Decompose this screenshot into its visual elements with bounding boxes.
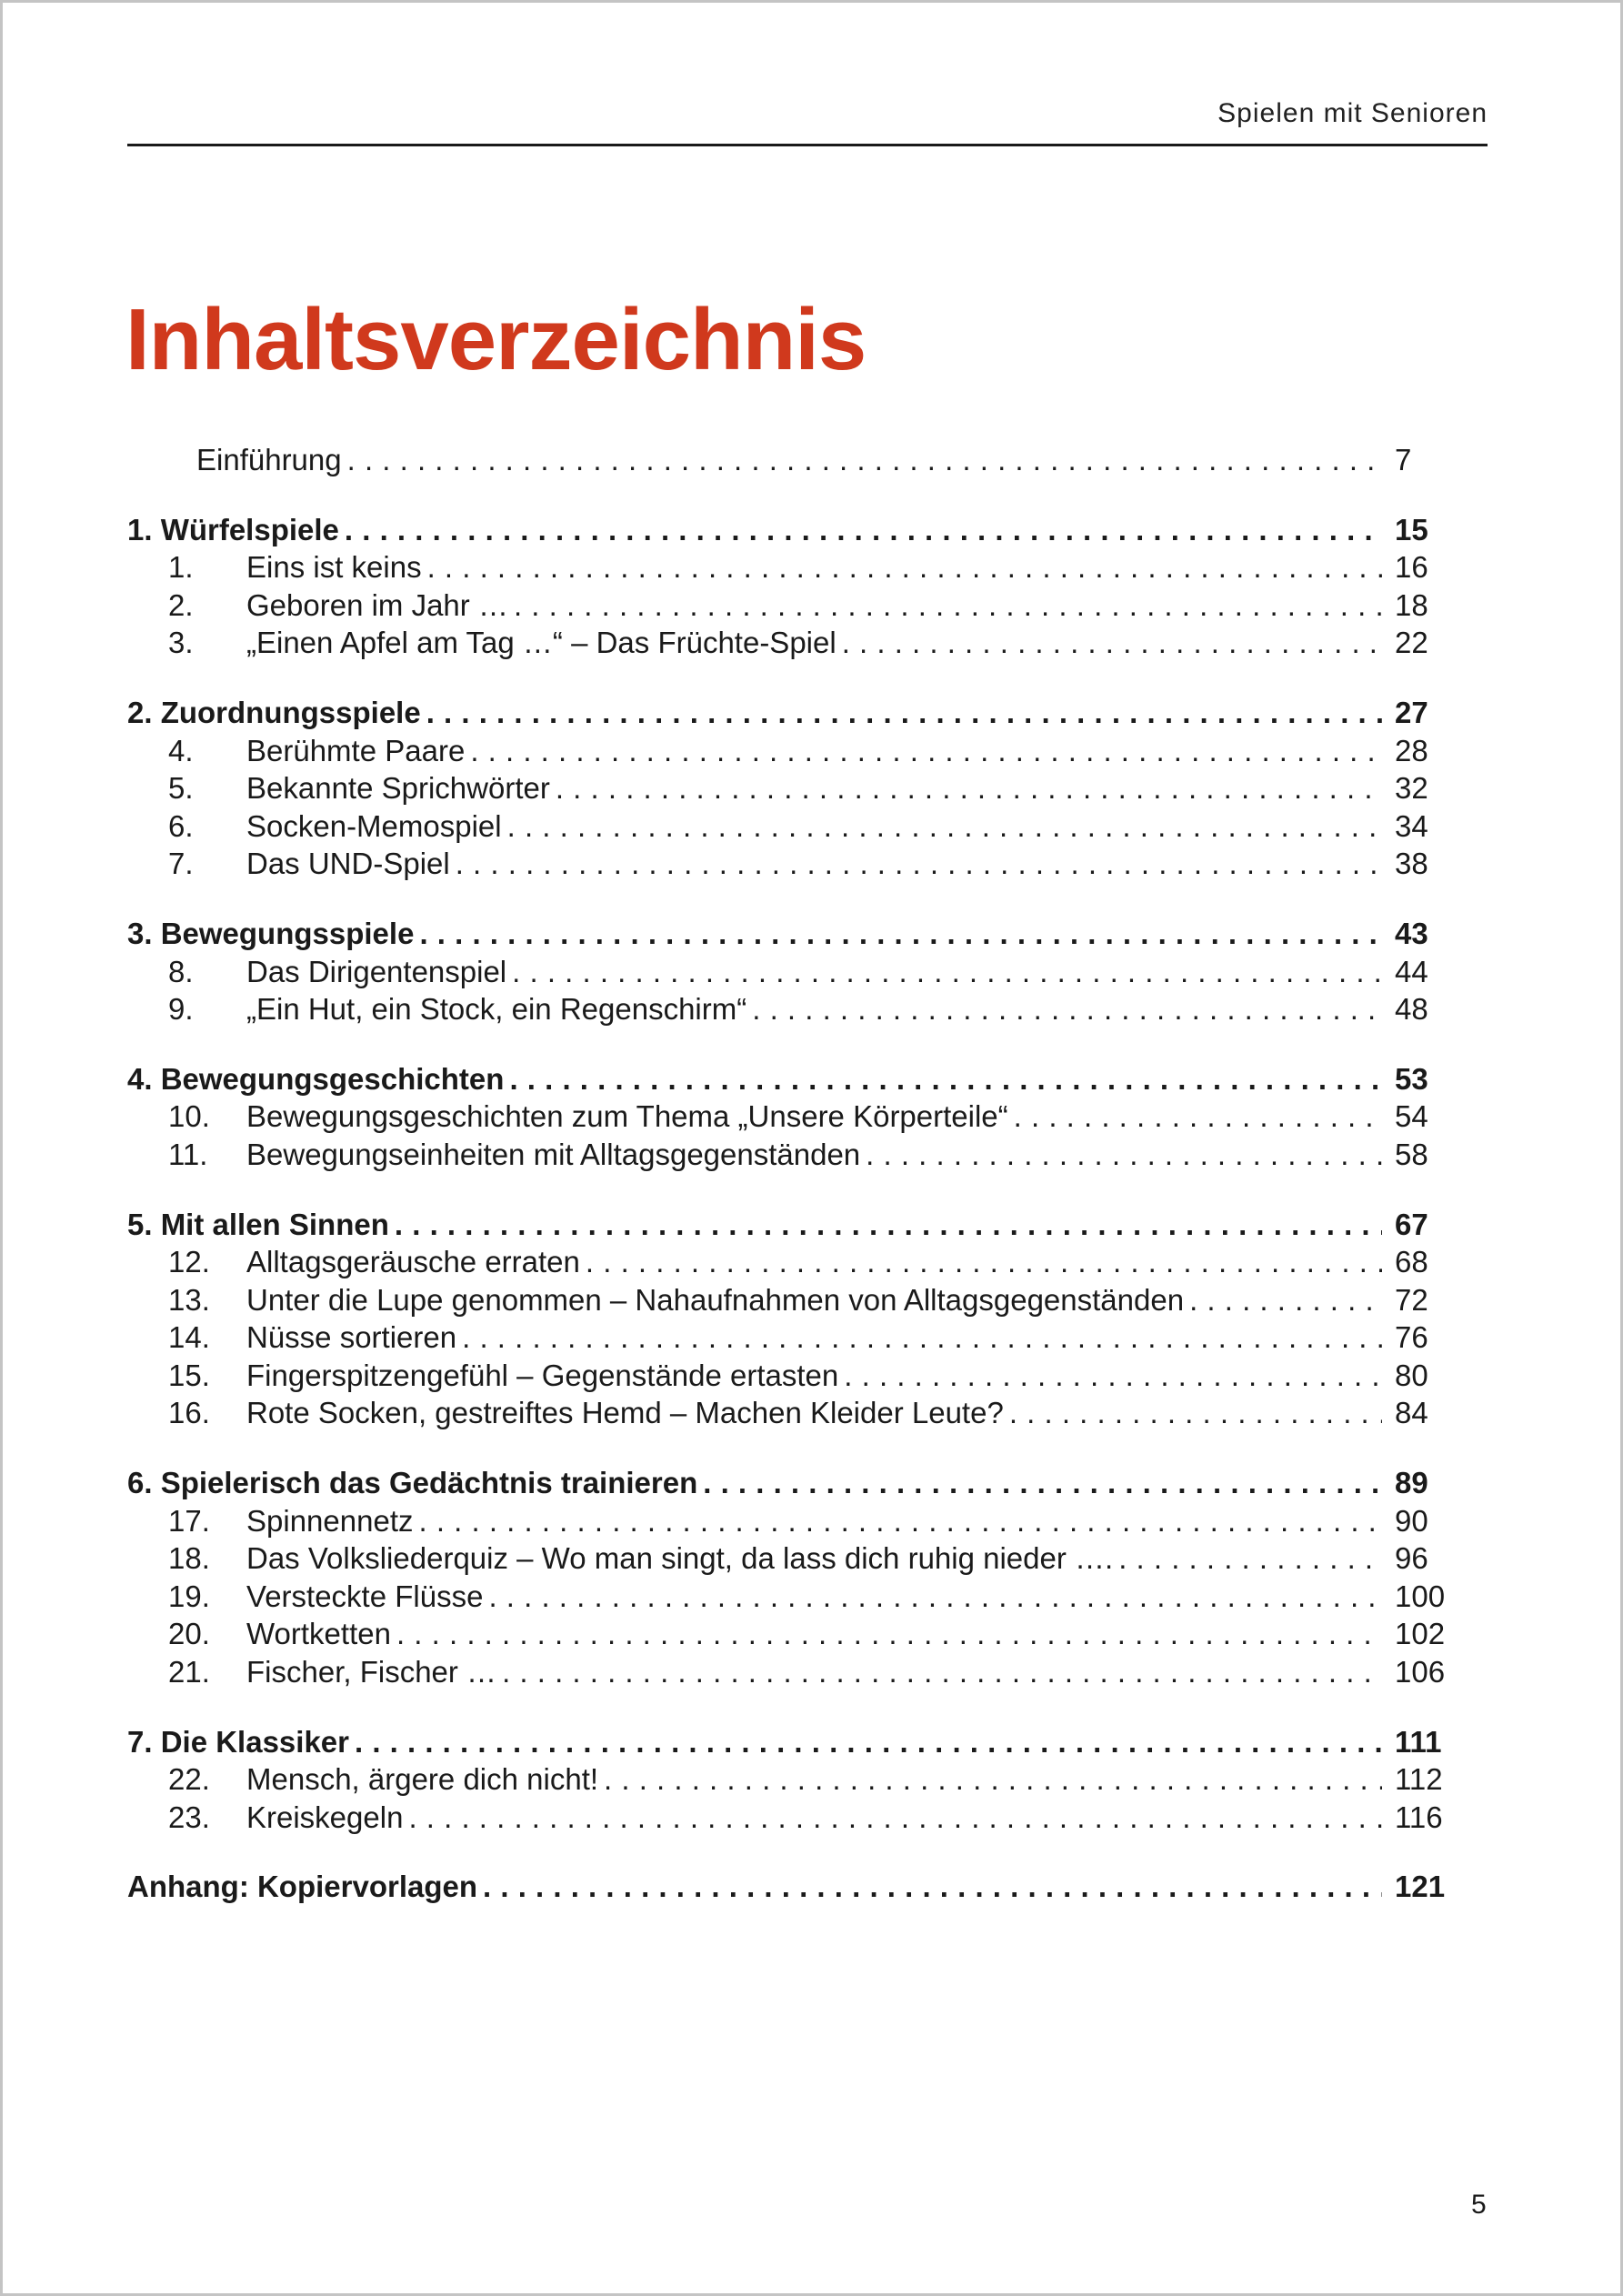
dot-leader (752, 990, 1382, 1028)
entry-label: Anhang: Kopiervorlagen (127, 1870, 478, 1904)
toc-section[interactable] (127, 1723, 1455, 1761)
dot-leader (355, 1723, 1382, 1761)
entry-page: 28 (1395, 733, 1428, 767)
toc-entry[interactable] (127, 990, 1455, 1028)
toc-entry[interactable] (127, 587, 1455, 625)
dot-leader (512, 953, 1382, 991)
entry-page: 100 (1395, 1579, 1446, 1613)
entry-label: Das UND-Spiel (246, 847, 450, 881)
dot-leader (514, 587, 1382, 625)
entry-label: Unter die Lupe genommen – Nahaufnahmen von Alltagsgegenständen (246, 1282, 1185, 1317)
entry-number: 22. (168, 1762, 210, 1797)
dot-leader (1189, 1281, 1382, 1319)
entry-page: 112 (1395, 1762, 1443, 1797)
entry-page: 54 (1395, 1099, 1428, 1134)
entry-number: 15. (168, 1358, 210, 1392)
toc-entry[interactable] (127, 624, 1455, 662)
entry-label: 4. Bewegungsgeschichten (127, 1061, 505, 1096)
entry-page: 111 (1395, 1724, 1442, 1759)
entry-page: 7 (1395, 443, 1412, 476)
entry-number: 8. (168, 954, 194, 988)
entry-label: Rote Socken, gestreiftes Hemd – Machen Kleider Leute? (246, 1396, 1004, 1430)
entry-label: Alltagsgeräusche erraten (246, 1245, 580, 1279)
dot-leader (502, 1653, 1382, 1691)
toc-entry[interactable] (127, 1799, 1455, 1837)
entry-label: Bewegungsgeschichten zum Thema „Unsere Körperteile“ (246, 1099, 1008, 1134)
toc-entry[interactable] (127, 953, 1455, 991)
toc-section[interactable] (127, 915, 1455, 953)
dot-leader (418, 1502, 1382, 1540)
toc-entry[interactable] (127, 1136, 1455, 1174)
entry-page: 76 (1395, 1320, 1428, 1355)
entry-number: 4. (168, 733, 194, 767)
dot-leader (347, 441, 1382, 479)
table-of-contents (127, 441, 1455, 1906)
entry-label: Versteckte Flüsse (246, 1579, 484, 1613)
entry-number: 21. (168, 1655, 210, 1689)
entry-label: Einführung (196, 443, 342, 476)
toc-entry[interactable] (127, 807, 1455, 846)
entry-page: 58 (1395, 1137, 1428, 1171)
entry-label: Eins ist keins (246, 550, 422, 585)
entry-label: 3. Bewegungsspiele (127, 916, 415, 950)
toc-entry[interactable] (127, 1394, 1455, 1432)
toc-entry[interactable] (127, 1539, 1455, 1578)
dot-leader (556, 769, 1382, 807)
toc-entry[interactable] (127, 1760, 1455, 1799)
toc-entry[interactable] (127, 1098, 1455, 1136)
entry-page: 16 (1395, 550, 1428, 585)
entry-number: 19. (168, 1579, 210, 1613)
entry-number: 16. (168, 1396, 210, 1430)
entry-label: Kreiskegeln (246, 1800, 404, 1834)
entry-number: 10. (168, 1099, 210, 1134)
entry-page: 106 (1395, 1655, 1446, 1689)
entry-number: 2. (168, 587, 194, 622)
dot-leader (866, 1136, 1382, 1174)
entry-label: 1. Würfelspiele (127, 512, 339, 546)
entry-page: 89 (1395, 1466, 1428, 1500)
entry-number: 13. (168, 1282, 210, 1317)
toc-entry[interactable] (127, 1578, 1455, 1616)
entry-label: Nüsse sortieren (246, 1320, 457, 1355)
entry-number: 6. (168, 808, 194, 843)
dot-leader (604, 1760, 1382, 1799)
entry-page: 53 (1395, 1061, 1428, 1096)
toc-intro[interactable] (127, 441, 1455, 479)
entry-label: „Ein Hut, ein Stock, ein Regenschirm“ (246, 992, 747, 1027)
toc-section[interactable] (127, 1060, 1455, 1098)
entry-label: 5. Mit allen Sinnen (127, 1207, 389, 1241)
entry-label: „Einen Apfel am Tag …“ – Das Früchte-Spiel (246, 626, 837, 660)
entry-page: 96 (1395, 1541, 1428, 1576)
entry-label: Das Volksliederquiz – Wo man singt, da lass dich ruhig nieder …. (246, 1541, 1114, 1576)
entry-page: 43 (1395, 916, 1428, 950)
entry-number: 3. (168, 626, 194, 660)
entry-page: 121 (1395, 1870, 1446, 1904)
page-number: 5 (1471, 2190, 1487, 2220)
entry-label: Socken-Memospiel (246, 808, 502, 843)
dot-leader (1009, 1394, 1382, 1432)
entry-number: 17. (168, 1503, 210, 1538)
dot-leader (483, 1868, 1382, 1906)
entry-number: 14. (168, 1320, 210, 1355)
dot-leader (844, 1357, 1382, 1395)
entry-page: 18 (1395, 587, 1428, 622)
toc-entry[interactable] (127, 548, 1455, 587)
entry-label: 2. Zuordnungsspiele (127, 695, 421, 729)
entry-page: 72 (1395, 1282, 1428, 1317)
toc-entry[interactable] (127, 769, 1455, 807)
toc-section[interactable] (127, 1464, 1455, 1502)
dot-leader (427, 548, 1382, 587)
entry-label: Berühmte Paare (246, 733, 466, 767)
entry-label: 6. Spielerisch das Gedächtnis trainieren (127, 1466, 698, 1500)
dot-leader (456, 845, 1382, 883)
entry-page: 34 (1395, 808, 1428, 843)
toc-entry[interactable] (127, 1357, 1455, 1395)
entry-label: 7. Die Klassiker (127, 1724, 349, 1759)
entry-number: 9. (168, 992, 194, 1027)
dot-leader (396, 1615, 1382, 1653)
entry-page: 90 (1395, 1503, 1428, 1538)
toc-entry[interactable] (127, 1615, 1455, 1653)
dot-leader (419, 915, 1382, 953)
toc-section[interactable] (127, 511, 1455, 549)
dot-leader (703, 1464, 1382, 1502)
entry-number: 18. (168, 1541, 210, 1576)
dot-leader (345, 511, 1382, 549)
entry-page: 116 (1395, 1800, 1443, 1834)
running-title: Spielen mit Senioren (1217, 98, 1488, 128)
page-title: Inhaltsverzeichnis (125, 291, 867, 388)
toc-entry[interactable] (127, 1502, 1455, 1540)
entry-label: Geboren im Jahr … (246, 587, 508, 622)
toc-entry[interactable] (127, 1318, 1455, 1357)
toc-entry[interactable] (127, 1281, 1455, 1319)
header-rule (127, 144, 1488, 146)
dot-leader (488, 1578, 1382, 1616)
entry-page: 68 (1395, 1245, 1428, 1279)
dot-leader (462, 1318, 1382, 1357)
entry-page: 48 (1395, 992, 1428, 1027)
entry-page: 15 (1395, 512, 1428, 546)
entry-number: 23. (168, 1800, 210, 1834)
entry-label: Fingerspitzengefühl – Gegenstände ertasten (246, 1358, 839, 1392)
entry-label: Bekannte Sprichwörter (246, 771, 550, 806)
entry-number: 1. (168, 550, 194, 585)
dot-leader (395, 1206, 1382, 1244)
entry-page: 80 (1395, 1358, 1428, 1392)
dot-leader (470, 732, 1382, 770)
dot-leader (408, 1799, 1382, 1837)
entry-label: Bewegungseinheiten mit Alltagsgegenständen (246, 1137, 861, 1171)
entry-label: Fischer, Fischer … (246, 1655, 497, 1689)
entry-number: 20. (168, 1617, 210, 1651)
entry-page: 67 (1395, 1207, 1428, 1241)
entry-number: 7. (168, 847, 194, 881)
toc-entry[interactable] (127, 732, 1455, 770)
dot-leader (507, 807, 1382, 846)
dot-leader (426, 694, 1382, 732)
toc-entry[interactable] (127, 1243, 1455, 1281)
dot-leader (509, 1060, 1382, 1098)
entry-page: 27 (1395, 695, 1428, 729)
toc-section[interactable] (127, 694, 1455, 732)
entry-number: 5. (168, 771, 194, 806)
entry-page: 38 (1395, 847, 1428, 881)
dot-leader (842, 624, 1382, 662)
dot-leader (1118, 1539, 1382, 1578)
toc-entry[interactable] (127, 1653, 1455, 1691)
entry-page: 102 (1395, 1617, 1446, 1651)
dot-leader (586, 1243, 1382, 1281)
entry-number: 12. (168, 1245, 210, 1279)
entry-label: Spinnennetz (246, 1503, 414, 1538)
entry-number: 11. (168, 1137, 208, 1171)
toc-section[interactable] (127, 1206, 1455, 1244)
toc-section[interactable] (127, 1868, 1455, 1906)
entry-page: 22 (1395, 626, 1428, 660)
dot-leader (1014, 1098, 1382, 1136)
entry-label: Mensch, ärgere dich nicht! (246, 1762, 599, 1797)
toc-entry[interactable] (127, 845, 1455, 883)
entry-label: Wortketten (246, 1617, 391, 1651)
entry-label: Das Dirigentenspiel (246, 954, 507, 988)
entry-page: 44 (1395, 954, 1428, 988)
entry-page: 84 (1395, 1396, 1428, 1430)
entry-page: 32 (1395, 771, 1428, 806)
